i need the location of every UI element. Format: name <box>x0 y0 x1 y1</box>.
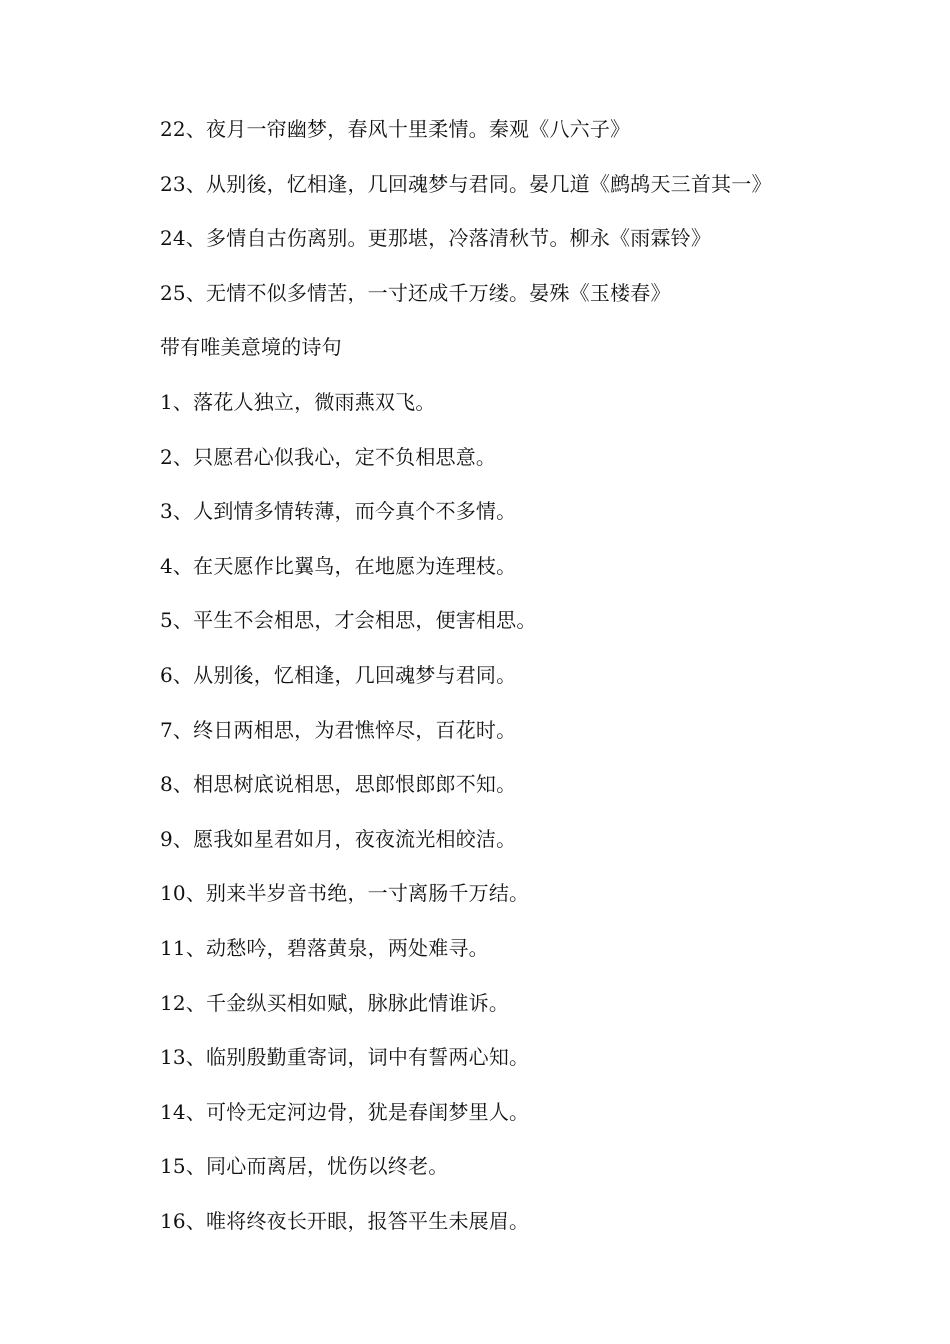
poem-line: 12、千金纵买相如赋，脉脉此情谁诉。 <box>160 990 510 1015</box>
poem-line: 13、临别殷勤重寄词，词中有誓两心知。 <box>160 1045 530 1070</box>
poem-line: 15、同心而离居，忧伤以终老。 <box>160 1154 449 1179</box>
section-heading: 带有唯美意境的诗句 <box>160 335 342 360</box>
poem-line: 16、唯将终夜长开眼，报答平生未展眉。 <box>160 1208 530 1233</box>
poem-line: 5、平生不会相思，才会相思，便害相思。 <box>160 608 537 633</box>
poem-line: 1、落花人独立，微雨燕双飞。 <box>160 389 436 414</box>
poem-line: 8、相思树底说相思，思郎恨郎郎不知。 <box>160 772 517 797</box>
poem-line: 22、夜月一帘幽梦，春风十里柔情。秦观《八六子》 <box>160 117 631 141</box>
poem-line: 24、多情自古伤离别。更那堪，冷落清秋节。柳永《雨霖铃》 <box>160 226 712 251</box>
poem-line: 25、无情不似多情苦，一寸还成千万缕。晏殊《玉楼春》 <box>160 280 671 305</box>
poem-line: 2、只愿君心似我心，定不负相思意。 <box>160 444 497 469</box>
poem-line: 14、可怜无定河边骨，犹是春闺梦里人。 <box>160 1099 530 1124</box>
poem-line: 9、愿我如星君如月，夜夜流光相皎洁。 <box>160 826 517 851</box>
poem-line: 11、动愁吟，碧落黄泉，两处难寻。 <box>160 935 489 960</box>
poem-line: 6、从别後，忆相逢，几回魂梦与君同。 <box>160 662 517 687</box>
poem-line: 7、终日两相思，为君憔悴尽，百花时。 <box>160 717 517 742</box>
poem-line: 4、在天愿作比翼鸟，在地愿为连理枝。 <box>160 553 517 578</box>
poem-line: 3、人到情多情转薄，而今真个不多情。 <box>160 499 517 524</box>
poem-line: 10、别来半岁音书绝，一寸离肠千万结。 <box>160 881 530 906</box>
poem-line: 23、从别後，忆相逢，几回魂梦与君同。晏几道《鹧鸪天三首其一》 <box>160 171 772 196</box>
poem-list <box>160 112 920 1258</box>
